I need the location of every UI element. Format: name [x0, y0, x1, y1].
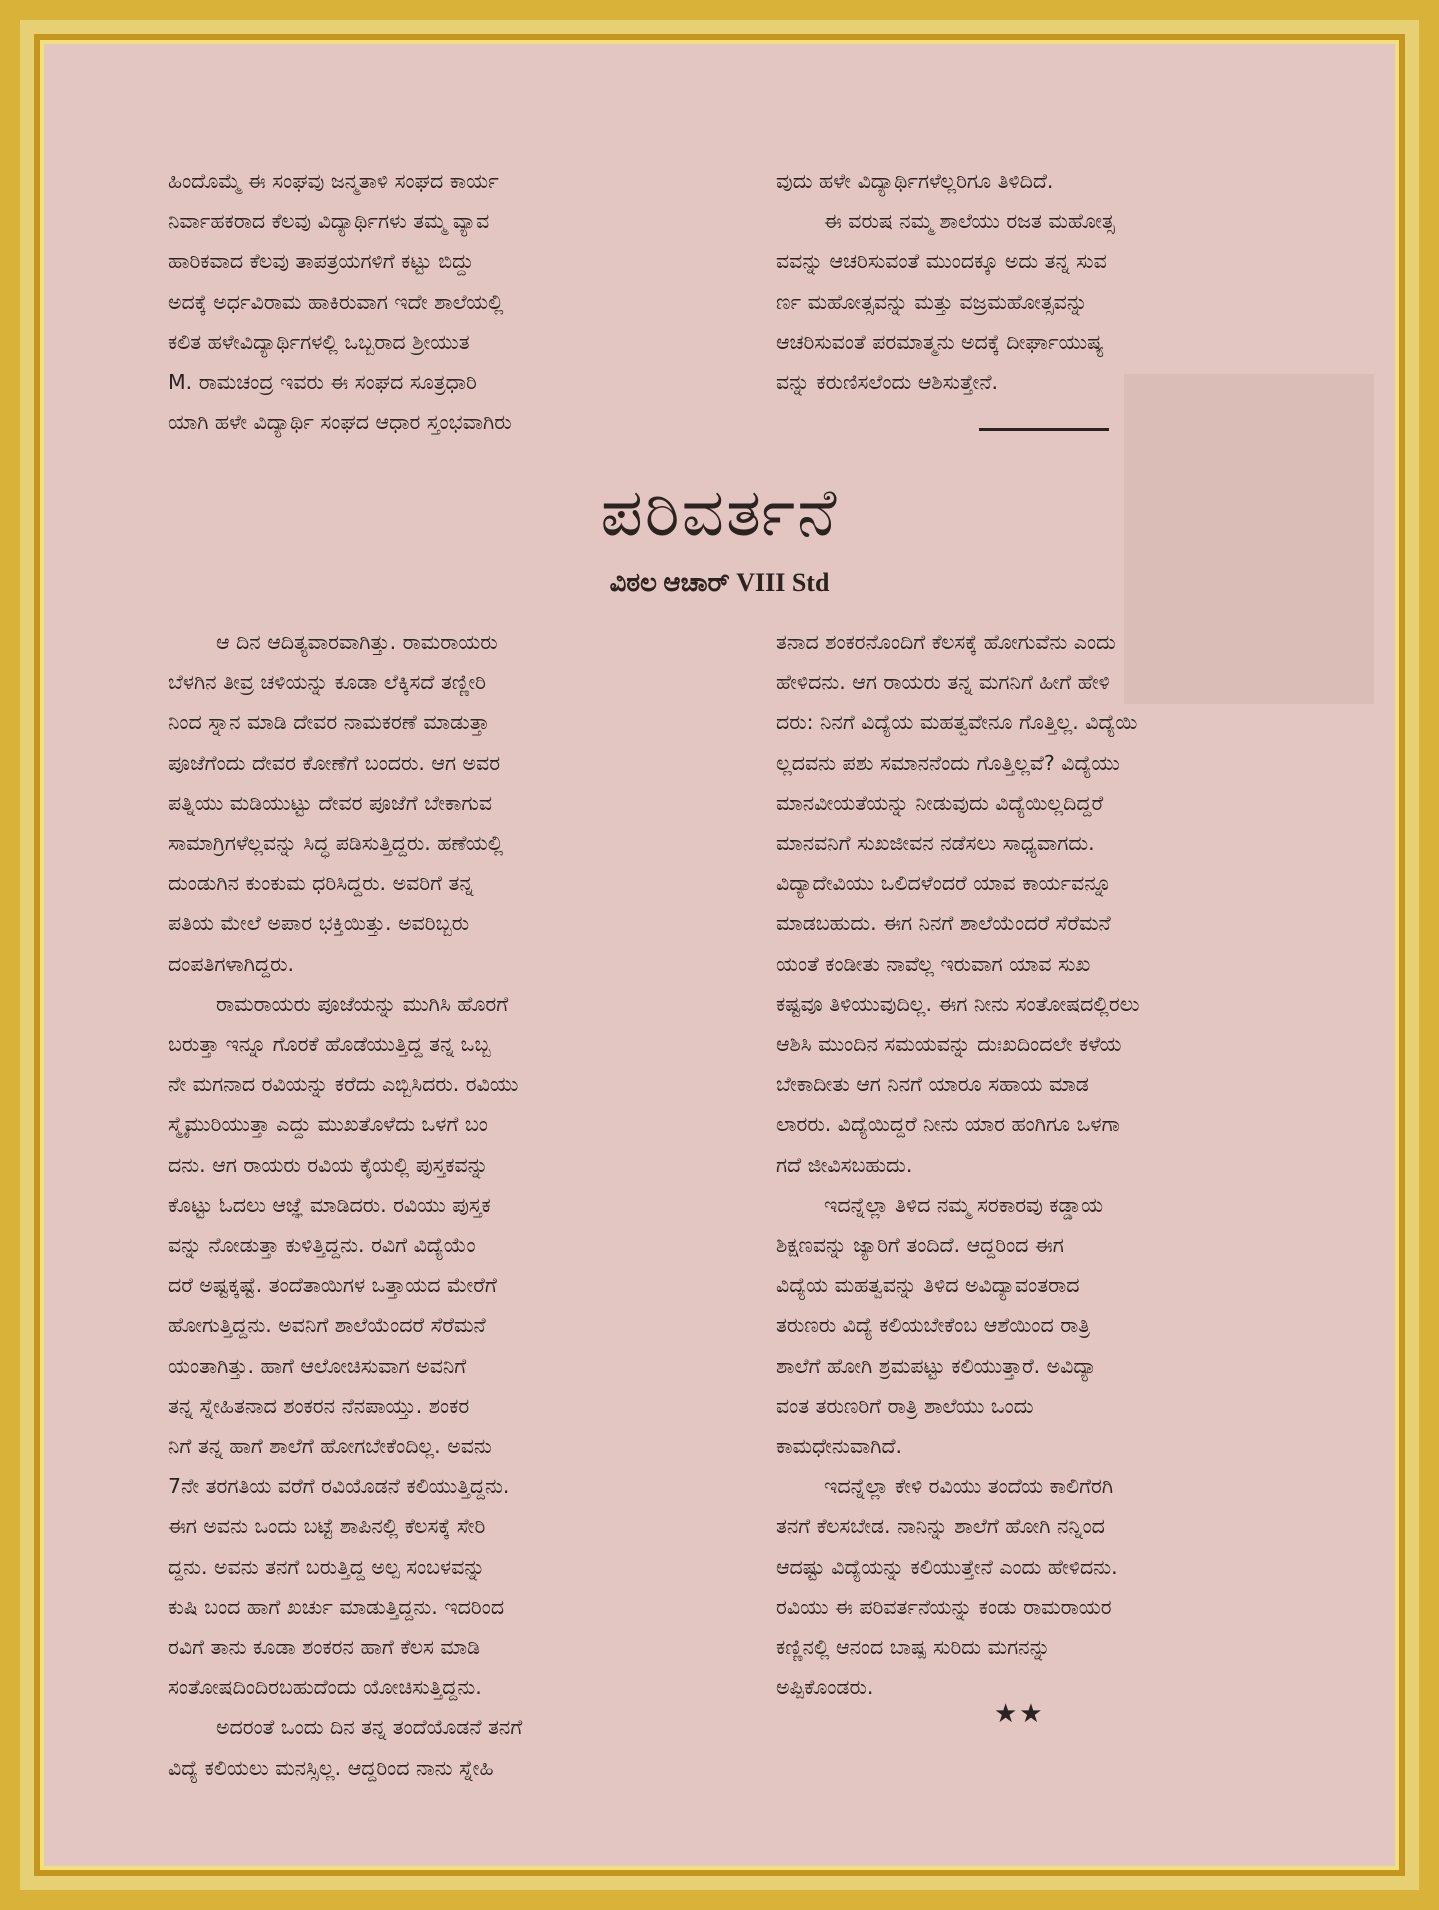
top-right-column [776, 161, 1368, 402]
text-line: ಆಶಿಸಿ ಮುಂದಿನ ಸಮಯವನ್ನು ದುಃಖದಿಂದಲೇ ಕಳೆಯ [776, 1032, 1122, 1057]
text-line: ಕಾಮಧೇನುವಾಗಿದೆ. [776, 1434, 903, 1459]
text-line: ಮಾನವನಿಗೆ ಸುಖಜೀವನ ನಡೆಸಲು ಸಾಧ್ಯವಾಗದು. [776, 831, 1095, 856]
text-line: ಆಚರಿಸುವಂತೆ ಪರಮಾತ್ಮನು ಅದಕ್ಕೆ ದೀರ್ಘಾಯುಷ್ಯ [776, 329, 1104, 354]
text-line: ಈಗ ಅವನು ಒಂದು ಬಟ್ಟೆ ಶಾಪಿನಲ್ಲಿ ಕೆಲಸಕ್ಕೆ ಸೇರಿ [168, 1514, 486, 1539]
text-line: ಬರುತ್ತಾ ಇನ್ನೂ ಗೊರಕೆ ಹೊಡೆಯುತ್ತಿದ್ದ ತನ್ನ ಒಬ್ಬ [168, 1032, 491, 1057]
text-line: ತರುಣರು ವಿದ್ಯೆ ಕಲಿಯಬೇಕೆಂಬ ಆಶೆಯಿಂದ ರಾತ್ರಿ [776, 1313, 1091, 1338]
text-line: ರವಿಗೆ ತಾನು ಕೂಡಾ ಶಂಕರನ ಹಾಗೆ ಕೆಲಸ ಮಾಡಿ [168, 1635, 481, 1660]
text-line: ಕುಷಿ ಬಂದ ಹಾಗೆ ಖರ್ಚು ಮಾಡುತ್ತಿದ್ದನು. ಇದರಿಂದ [168, 1594, 505, 1619]
text-line: ಈ ವರುಷ ನಮ್ಮ ಶಾಲೆಯು ರಜತ ಮಹೋತ್ಸ [824, 209, 1115, 234]
text-line: ದರು: ನಿನಗೆ ವಿದ್ಯೆಯ ಮಹತ್ವವೇನೂ ಗೊತ್ತಿಲ್ಲ. ವಿದ್ಯೆಯಿ [776, 710, 1138, 735]
text-line: ಕೊಟ್ಟು ಓದಲು ಆಜ್ಞೆ ಮಾಡಿದರು. ರವಿಯು ಪುಸ್ತಕ [168, 1192, 491, 1217]
text-line: ಇದನ್ನೆಲ್ಲಾ ತಿಳಿದ ನಮ್ಮ ಸರಕಾರವು ಕಡ್ಡಾಯ [824, 1192, 1104, 1217]
text-line: ಗದೆ ಜೀವಿಸಬಹುದು. [776, 1152, 913, 1177]
text-line: ನಿಂದ ಸ್ನಾನ ಮಾಡಿ ದೇವರ ನಾಮಕರಣೆ ಮಾಡುತ್ತಾ [168, 710, 490, 735]
magazine-page [44, 44, 1395, 1866]
text-line: ಆ ದಿನ ಆದಿತ್ಯವಾರವಾಗಿತ್ತು. ರಾಮರಾಯರು [216, 630, 498, 654]
text-line: ವನ್ನು ಕರುಣಿಸಲೆಂದು ಆಶಿಸುತ್ತೇನೆ. [776, 370, 999, 395]
article-right-column [776, 622, 1368, 1707]
text-line: ಪತ್ನಿಯು ಮಡಿಯುಟ್ಟು ದೇವರ ಪೂಜೆಗೆ ಬೇಕಾಗುವ [168, 790, 493, 815]
text-line: ಲ್ಲದವನು ಪಶು ಸಮಾನನೆಂದು ಗೊತ್ತಿಲ್ಲವೆ? ವಿದ್ಯೆಯು [776, 750, 1120, 775]
text-line: ಹೇಳಿದನು. ಆಗ ರಾಯರು ತನ್ನ ಮಗನಿಗೆ ಹೀಗೆ ಹೇಳಿ [776, 670, 1110, 695]
text-line: ವಿದ್ಯೆಯ ಮಹತ್ವವನ್ನು ತಿಳಿದ ಅವಿದ್ಯಾವಂತರಾದ [776, 1273, 1080, 1298]
text-line: ನಿರ್ವಾಹಕರಾದ ಕೆಲವು ವಿದ್ಯಾರ್ಥಿಗಳು ತಮ್ಮ ವ್ಯಾವ [168, 209, 490, 234]
text-line: ಸಾಮಾಗ್ರಿಗಳೆಲ್ಲವನ್ನು ಸಿದ್ಧ ಪಡಿಸುತ್ತಿದ್ದರು. ಹಣೆಯಲ್ಲಿ [168, 831, 504, 856]
text-line: ಅದಕ್ಕೆ ಅರ್ಧವಿರಾಮ ಹಾಕಿರುವಾಗ ಇದೇ ಶಾಲೆಯಲ್ಲಿ [168, 289, 504, 314]
text-line: ನೇ ಮಗನಾದ ರವಿಯನ್ನು ಕರೆದು ಎಬ್ಬಿಸಿದರು. ರವಿಯು [168, 1072, 519, 1097]
text-line: ದುಂಡುಗಿನ ಕುಂಕುಮ ಧರಿಸಿದ್ದರು. ಅವರಿಗೆ ತನ್ನ [168, 871, 474, 896]
text-line: ಬೆಳಗಿನ ತೀವ್ರ ಚಳಿಯನ್ನು ಕೂಡಾ ಲೆಕ್ಕಿಸದೆ ತಣ್ಣೀರಿ [168, 670, 486, 695]
text-line: ಸ್ಮೈಮುರಿಯುತ್ತಾ ಎದ್ದು ಮುಖತೊಳೆದು ಒಳಗೆ ಬಂ [168, 1112, 488, 1137]
text-line: ಅಪ್ಪಿಕೊಂಡರು. [776, 1675, 874, 1700]
text-line: ವಿದ್ಯೆ ಕಲಿಯಲು ಮನಸ್ಸಿಲ್ಲ. ಆದ್ದರಿಂದ ನಾನು ಸ್ನೇಹಿ [168, 1755, 494, 1780]
text-line: ವವನ್ನು ಆಚರಿಸುವಂತೆ ಮುಂದಕ್ಕೂ ಅದು ತನ್ನ ಸುವ [776, 249, 1107, 274]
text-line: ಪೂಜೆಗೆಂದು ದೇವರ ಕೋಣೆಗೆ ಬಂದರು. ಆಗ ಅವರ [168, 750, 501, 775]
text-line: ತನ್ನ ಸ್ನೇಹಿತನಾದ ಶಂಕರನ ನೆನಪಾಯ್ತು. ಶಂಕರ [168, 1393, 470, 1418]
text-line: ಶಿಕ್ಷಣವನ್ನು ಜ್ಯಾರಿಗೆ ತಂದಿದೆ. ಆದ್ದರಿಂದ ಈಗ [776, 1233, 1064, 1258]
section-divider [979, 428, 1109, 431]
text-line: ದಂಪತಿಗಳಾಗಿದ್ದರು. [168, 951, 294, 976]
text-line: ಮಾಡಬಹುದು. ಈಗ ನಿನಗೆ ಶಾಲೆಯೆಂದರೆ ಸೆರೆಮನೆ [776, 911, 1111, 936]
text-line: ಹಾರಿಕವಾದ ಕೆಲವು ತಾಪತ್ರಯಗಳಿಗೆ ಕಟ್ಟು ಬಿದ್ದು [168, 249, 474, 274]
text-line: ಪತಿಯ ಮೇಲೆ ಅಪಾರ ಭಕ್ತಿಯಿತ್ತು. ಅವರಿಬ್ಬರು [168, 911, 470, 936]
text-line: ವಂತ ತರುಣರಿಗೆ ರಾತ್ರಿ ಶಾಲೆಯು ಒಂದು [776, 1393, 1034, 1418]
text-line: ದರೆ ಅಷ್ಟಕ್ಕಷ್ಟೆ. ತಂದೆತಾಯಿಗಳ ಒತ್ತಾಯದ ಮೇರೆಗೆ [168, 1273, 497, 1298]
text-line: ಶಾಲೆಗೆ ಹೋಗಿ ಶ್ರಮಪಟ್ಟು ಕಲಿಯುತ್ತಾರೆ. ಅವಿದ್ಯಾ [776, 1353, 1097, 1378]
article-title: ಪರಿವರ್ತನೆ [600, 474, 839, 551]
text-line: ದ್ದನು. ಅವನು ತನಗೆ ಬರುತ್ತಿದ್ದ ಅಲ್ಪ ಸಂಬಳವನ್ನು [168, 1554, 486, 1579]
text-line: ವುದು ಹಳೇ ವಿದ್ಯಾರ್ಥಿಗಳೆಲ್ಲರಿಗೂ ತಿಳಿದಿದೆ. [776, 169, 1054, 193]
text-line: ವಿದ್ಯಾದೇವಿಯು ಒಲಿದಳೆಂದರೆ ಯಾವ ಕಾರ್ಯವನ್ನೂ [776, 871, 1112, 896]
text-line: ರಾಮರಾಯರು ಪೂಜೆಯನ್ನು ಮುಗಿಸಿ ಹೊರಗೆ [216, 991, 509, 1016]
article-left-column [168, 622, 760, 1788]
text-line: ಲಾರರು. ವಿದ್ಯೆಯಿದ್ದರೆ ನೀನು ಯಾರ ಹಂಗಿಗೂ ಒಳಗಾ [776, 1112, 1120, 1137]
text-line: ಕಷ್ಟವೂ ತಿಳಿಯುವುದಿಲ್ಲ. ಈಗ ನೀನು ಸಂತೋಷದಲ್ಲಿರಲು [776, 991, 1140, 1016]
text-line: ದನು. ಆಗ ರಾಯರು ರವಿಯ ಕೈಯಲ್ಲಿ ಪುಸ್ತಕವನ್ನು [168, 1152, 489, 1177]
end-stars: ★★ [994, 1699, 1045, 1729]
text-line: ಹಿಂದೊಮ್ಮೆ ಈ ಸಂಘವು ಜನ್ಮತಾಳಿ ಸಂಘದ ಕಾರ್ಯ [168, 169, 499, 193]
text-line: ಯಂತಾಗಿತ್ತು. ಹಾಗೆ ಆಲೋಚಿಸುವಾಗ ಅವನಿಗೆ [168, 1353, 467, 1378]
text-line: ಬೇಕಾದೀತು ಆಗ ನಿನಗೆ ಯಾರೂ ಸಹಾಯ ಮಾಡ [776, 1072, 1089, 1097]
text-line: ತನಾದ ಶಂಕರನೊಂದಿಗೆ ಕೆಲಸಕ್ಕೆ ಹೋಗುವೆನು ಎಂದು [776, 630, 1116, 654]
text-line: ರ್ಣ ಮಹೋತ್ಸವನ್ನು ಮತ್ತು ವಜ್ರಮಹೋತ್ಸವನ್ನು [776, 289, 1088, 314]
text-line: ಇದನ್ನೆಲ್ಲಾ ಕೇಳಿ ರವಿಯು ತಂದೆಯ ಕಾಲಿಗೆರಗಿ [824, 1474, 1114, 1499]
text-line: 7ನೇ ತರಗತಿಯ ವರೆಗೆ ರವಿಯೊಡನೆ ಕಲಿಯುತ್ತಿದ್ದನು. [168, 1474, 510, 1499]
text-line: ವನ್ನು ನೋಡುತ್ತಾ ಕುಳಿತ್ತಿದ್ದನು. ರವಿಗೆ ವಿದ್ಯೆಯೆಂ [168, 1233, 476, 1258]
text-line: ಕಣ್ಣಿನಲ್ಲಿ ಆನಂದ ಬಾಷ್ಪ ಸುರಿದು ಮಗನನ್ನು [776, 1635, 1051, 1660]
text-line: ನಿಗೆ ತನ್ನ ಹಾಗೆ ಶಾಲೆಗೆ ಹೋಗಬೇಕೆಂದಿಲ್ಲ. ಅವನು [168, 1434, 492, 1459]
text-line: ಯಂತೆ ಕಂಡೀತು ನಾವೆಲ್ಲ ಇರುವಾಗ ಯಾವ ಸುಖ [776, 951, 1091, 976]
text-line: ಹೋಗುತ್ತಿದ್ದನು. ಅವನಿಗೆ ಶಾಲೆಯೆಂದರೆ ಸೆರೆಮನೆ [168, 1313, 486, 1338]
text-line: ತನಗೆ ಕೆಲಸಬೇಡ. ನಾನಿನ್ನು ಶಾಲೆಗೆ ಹೋಗಿ ನನ್ನಿಂದ [776, 1514, 1105, 1539]
text-line: ಆದಷ್ಟು ವಿದ್ಯೆಯನ್ನು ಕಲಿಯುತ್ತೇನೆ ಎಂದು ಹೇಳಿದನು. [776, 1554, 1118, 1579]
top-left-column [168, 161, 760, 442]
text-line: ರವಿಯು ಈ ಪರಿವರ್ತನೆಯನ್ನು ಕಂಡು ರಾಮರಾಯರ [776, 1594, 1112, 1619]
text-line: ಕಲಿತ ಹಳೇವಿದ್ಯಾರ್ಥಿಗಳಲ್ಲಿ ಒಬ್ಬರಾದ ಶ್ರೀಯುತ [168, 329, 470, 354]
text-line: ಮಾನವೀಯತೆಯನ್ನು ನೀಡುವುದು ವಿದ್ಯೆಯಿಲ್ಲದಿದ್ದರೆ [776, 790, 1104, 815]
text-line: ಯಾಗಿ ಹಳೇ ವಿದ್ಯಾರ್ಥಿ ಸಂಘದ ಆಧಾರ ಸ್ತಂಭವಾಗಿರು [168, 410, 512, 435]
text-line: M. ರಾಮಚಂದ್ರ ಇವರು ಈ ಸಂಘದ ಸೂತ್ರಧಾರಿ [168, 370, 477, 395]
text-line: ಸಂತೋಷದಿಂದಿರಬಹುದೆಂದು ಯೋಚಿಸುತ್ತಿದ್ದನು. [168, 1675, 482, 1700]
text-line: ಅದರಂತೆ ಒಂದು ದಿನ ತನ್ನ ತಂದೆಯೊಡನೆ ತನಗೆ [216, 1715, 523, 1740]
article-byline: ವಿಠಲ ಆಚಾರ್ VIII Std [609, 568, 830, 597]
